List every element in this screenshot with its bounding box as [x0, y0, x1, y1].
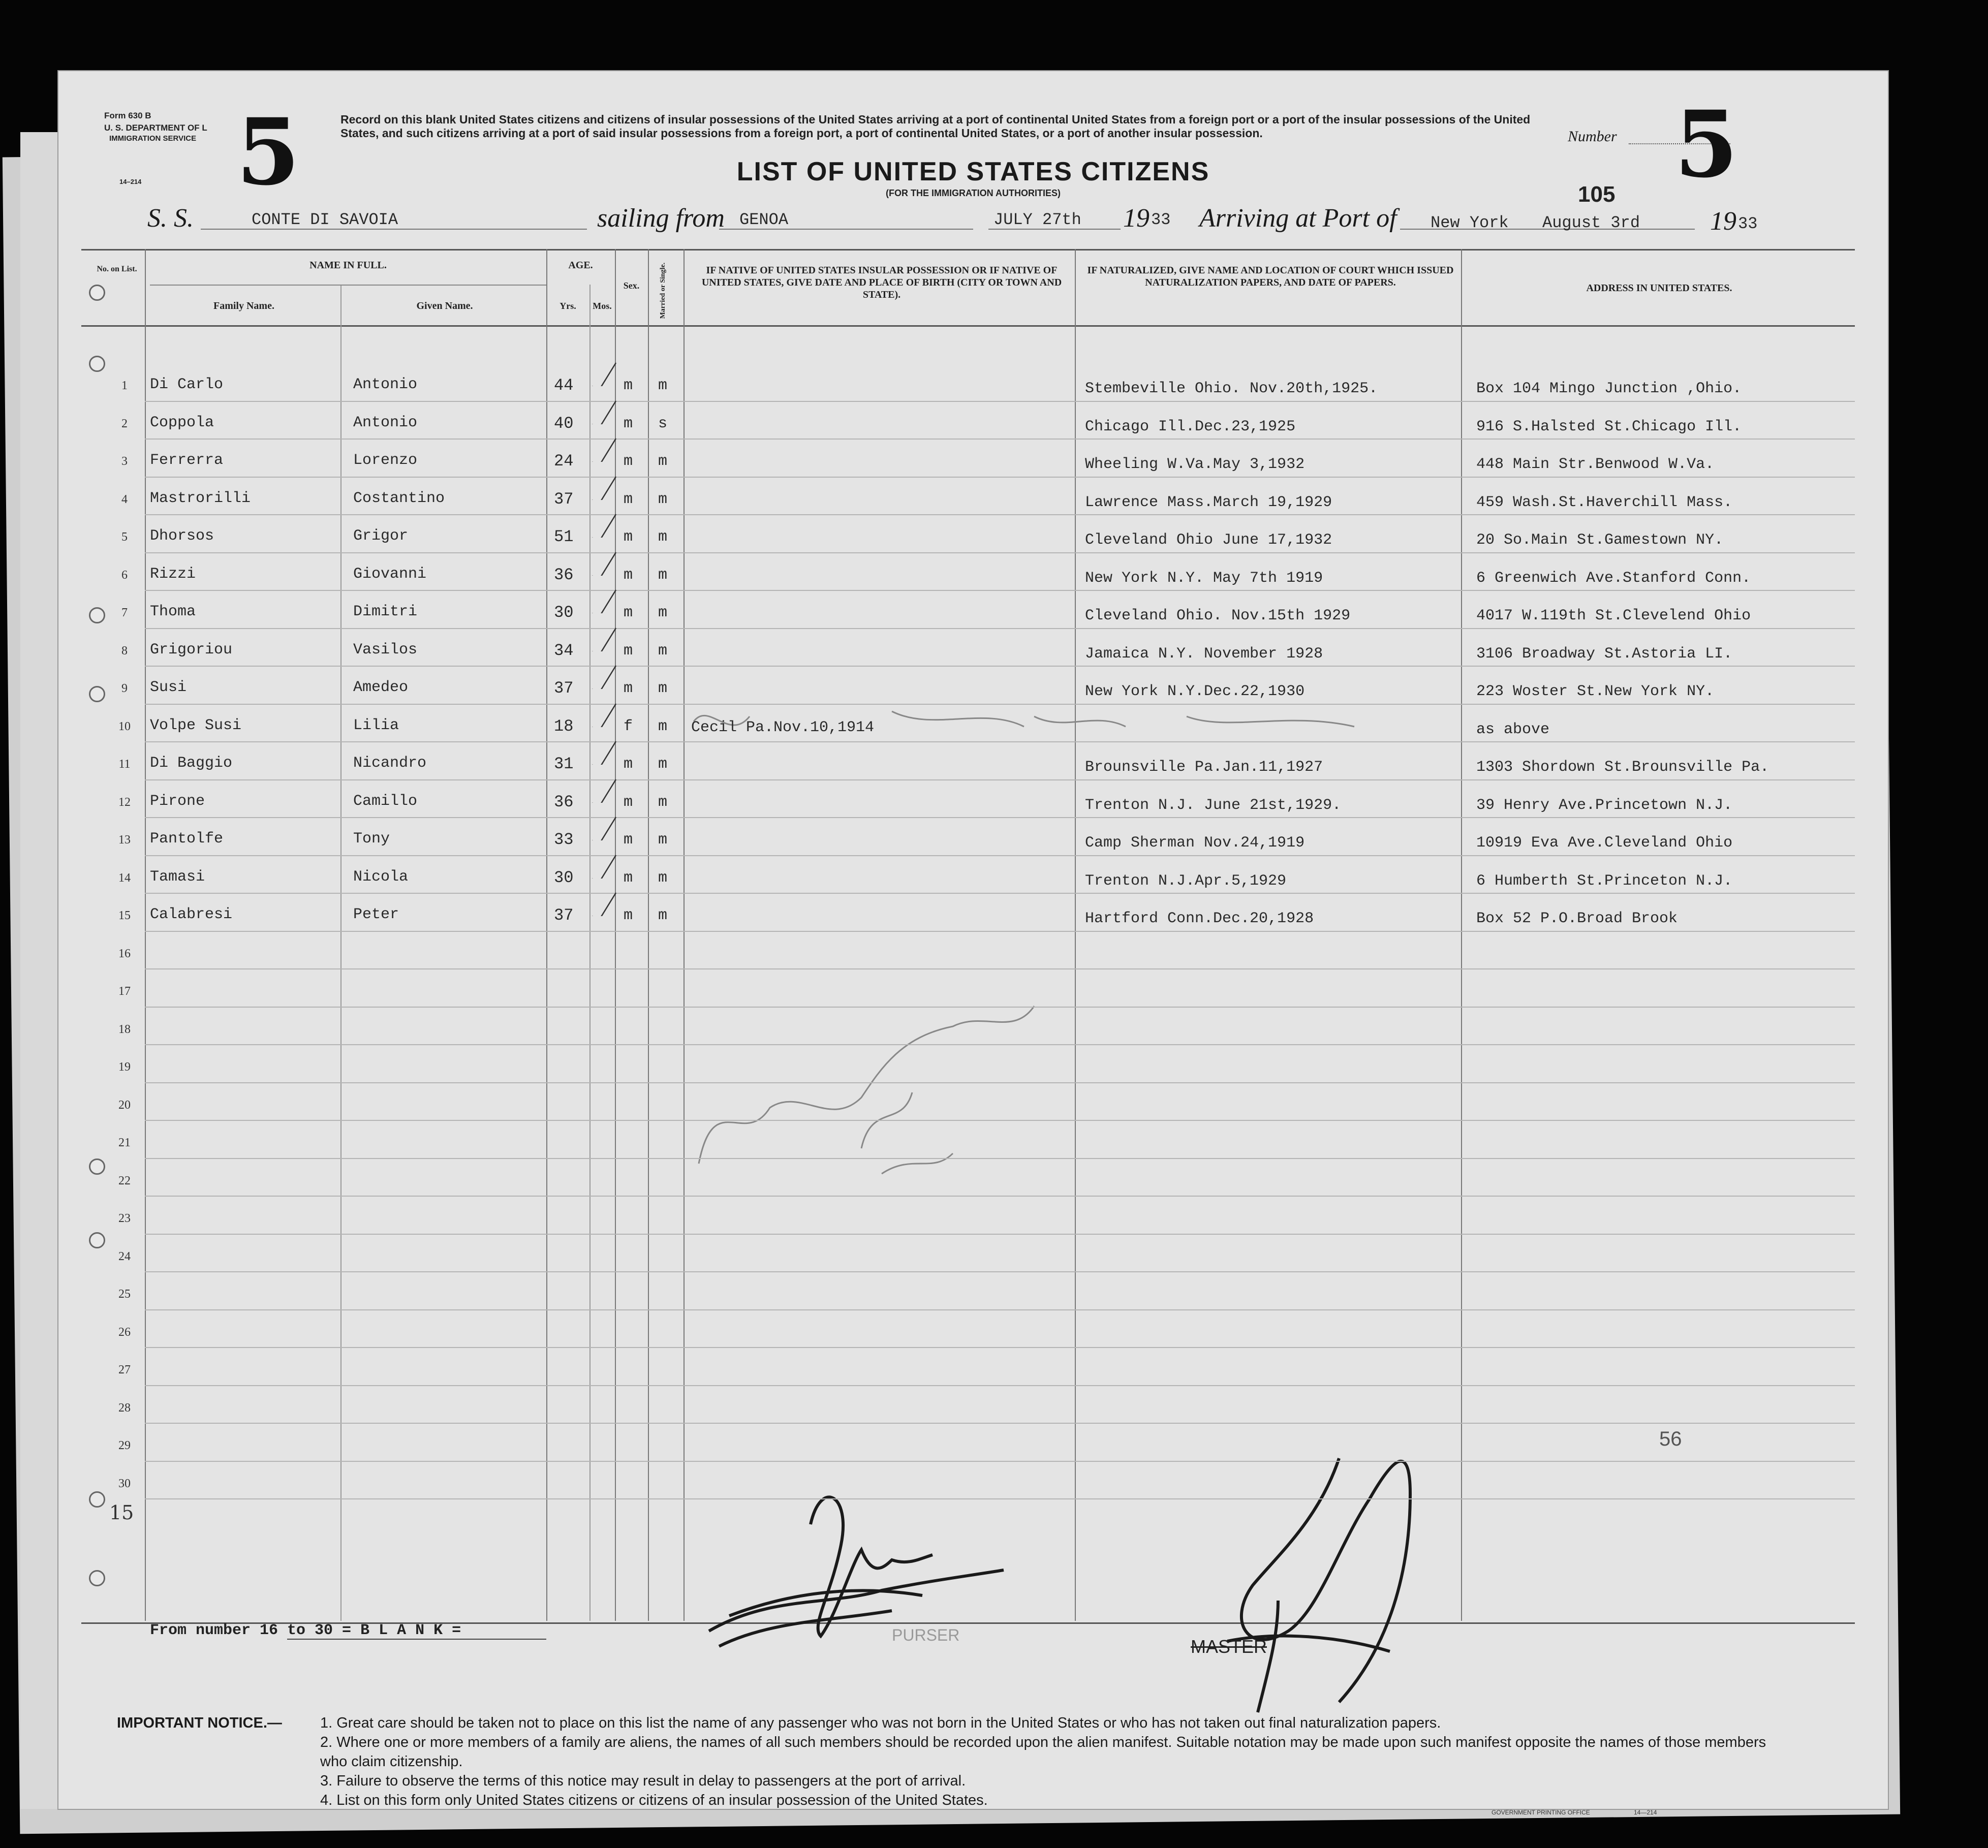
address: 39 Henry Ave.Princetown N.J. [1476, 796, 1733, 814]
row-number: 12 [118, 795, 131, 809]
naturalization-court: Trenton N.J.Apr.5,1929 [1085, 872, 1287, 890]
row-rule [145, 477, 1855, 478]
age-years: 40 [554, 414, 574, 433]
marital-status: m [658, 831, 668, 849]
col-line [546, 249, 547, 1621]
row-number: 14 [118, 871, 131, 885]
age-years: 36 [554, 565, 574, 584]
row-number: 6 [121, 568, 128, 582]
row-number: 27 [118, 1363, 131, 1376]
binder-hole [89, 1232, 105, 1248]
address: 10919 Eva Ave.Cleveland Ohio [1476, 834, 1733, 852]
family-name: Grigoriou [150, 641, 233, 659]
family-name: Ferrerra [150, 452, 224, 469]
age-years: 36 [554, 792, 574, 811]
naturalization-court: Trenton N.J. June 21st,1929. [1085, 796, 1342, 814]
row-rule [145, 514, 1855, 515]
row-number: 2 [121, 417, 128, 430]
marital-status: m [658, 566, 668, 584]
row-number: 10 [118, 719, 131, 733]
row-rule [145, 855, 1855, 856]
row-number: 18 [118, 1022, 131, 1036]
verification-check-icon [589, 550, 618, 576]
list-number-right: 5 [1674, 91, 1738, 198]
family-name: Tamasi [150, 868, 205, 886]
row-rule [145, 1385, 1855, 1386]
master-signature [1126, 1418, 1481, 1733]
marital-status: m [658, 377, 668, 394]
row-number: 22 [118, 1174, 131, 1187]
row-rule [145, 931, 1855, 932]
age-years: 33 [554, 830, 574, 849]
age-years: 34 [554, 641, 574, 660]
col-header-age: AGE. [568, 260, 593, 271]
arriving-label: Arriving at Port of [1199, 204, 1397, 233]
col-header-given: Given Name. [416, 300, 473, 311]
birth-place-date: Cecil Pa.Nov.10,1914 [691, 718, 875, 736]
sex: m [624, 793, 633, 811]
handwritten-scrawl [668, 935, 1075, 1189]
age-years: 44 [554, 376, 574, 395]
row-number: 1 [121, 379, 128, 392]
naturalization-court: Cleveland Ohio. Nov.15th 1929 [1085, 607, 1351, 624]
verification-check-icon [589, 664, 618, 689]
row-rule [145, 1158, 1855, 1159]
binder-hole [89, 1570, 105, 1586]
marital-status: m [658, 869, 668, 887]
row-number: 23 [118, 1212, 131, 1225]
row-number: 5 [121, 530, 128, 544]
purser-label: PURSER [892, 1626, 960, 1644]
sex: m [624, 377, 633, 394]
address: 448 Main Str.Benwood W.Va. [1476, 456, 1715, 473]
col-line [340, 285, 341, 1621]
total-count: 15 [109, 1501, 134, 1524]
address: 916 S.Halsted St.Chicago Ill. [1476, 418, 1742, 435]
col-header-naturalized: IF NATURALIZED, GIVE NAME AND LOCATION OF COURT WHICH ISSUED NATURALIZATION PAPERS, AND DATE OF PAPERS. [1087, 265, 1454, 288]
sex: m [624, 907, 633, 924]
marital-status: m [658, 642, 668, 660]
sex: m [624, 831, 633, 849]
family-name: Susi [150, 679, 187, 696]
row-rule [145, 893, 1855, 894]
row-rule [145, 1271, 1855, 1272]
marital-status: m [658, 528, 668, 546]
naturalization-court: Lawrence Mass.March 19,1929 [1085, 493, 1332, 511]
col-header-family: Family Name. [213, 300, 274, 311]
row-rule [145, 1347, 1855, 1348]
age-years: 51 [554, 527, 574, 546]
age-years: 30 [554, 868, 574, 887]
binder-hole [89, 1491, 105, 1508]
marital-status: m [658, 604, 668, 621]
marital-status: s [658, 415, 668, 432]
row-number: 8 [121, 644, 128, 657]
page-subtitle: (FOR THE IMMIGRATION AUTHORITIES) [886, 188, 1061, 198]
row-rule [145, 1498, 1855, 1499]
year-prefix-from: 19 [1123, 204, 1150, 233]
row-rule [145, 590, 1855, 591]
marital-status: m [658, 793, 668, 811]
row-rule [145, 704, 1855, 705]
verification-check-icon [589, 399, 618, 424]
address: as above [1476, 721, 1550, 738]
manifest-page [58, 71, 1888, 1816]
col-header-address: ADDRESS IN UNITED STATES. [1586, 283, 1732, 294]
row-number: 24 [118, 1249, 131, 1263]
page-stamp: 105 [1578, 182, 1616, 207]
family-name: Thoma [150, 603, 196, 620]
sex: m [624, 490, 633, 508]
row-rule [145, 552, 1855, 553]
row-number: 13 [118, 833, 131, 847]
row-rule [145, 1234, 1855, 1235]
row-rule [145, 666, 1855, 667]
form-number: Form 630 B [104, 111, 151, 120]
marital-status: m [658, 680, 668, 697]
family-name: Coppola [150, 414, 214, 431]
family-name: Volpe Susi [150, 716, 242, 734]
given-name: Antonio [353, 414, 418, 431]
sex: m [624, 604, 633, 621]
row-number: 25 [118, 1288, 131, 1301]
naturalization-court: Wheeling W.Va.May 3,1932 [1085, 456, 1305, 473]
printer-label: GOVERNMENT PRINTING OFFICE [1492, 1809, 1590, 1816]
row-rule [145, 628, 1855, 629]
row-rule [145, 1120, 1855, 1121]
binder-hole [89, 686, 105, 702]
col-line [1461, 249, 1462, 1621]
age-years: 30 [554, 603, 574, 622]
row-number: 3 [121, 455, 128, 468]
col-header-yrs: Yrs. [560, 301, 576, 311]
row-rule [145, 817, 1855, 818]
naturalization-court: Jamaica N.Y. November 1928 [1085, 645, 1323, 663]
sex: m [624, 415, 633, 432]
row-rule [145, 968, 1855, 969]
name-subdivider [150, 285, 546, 286]
page-count: 56 [1659, 1428, 1682, 1450]
row-number: 20 [118, 1098, 131, 1112]
verification-check-icon [589, 361, 618, 386]
row-number: 15 [118, 909, 131, 922]
family-name: Di Carlo [150, 376, 224, 393]
row-rule [145, 1044, 1855, 1045]
col-header-name: NAME IN FULL. [309, 260, 387, 271]
address: 20 So.Main St.Gamestown NY. [1476, 531, 1724, 549]
given-name: Camillo [353, 792, 418, 810]
col-header-married: Married or Single. [659, 262, 667, 319]
ship-name: CONTE DI SAVOIA [252, 210, 398, 229]
address: 3106 Broadway St.Astoria LI. [1476, 645, 1733, 663]
row-number: 11 [118, 758, 131, 771]
given-name: Tony [353, 830, 390, 848]
row-number: 9 [121, 682, 128, 695]
verification-check-icon [589, 739, 618, 765]
row-number: 26 [118, 1325, 131, 1339]
address: 6 Humberth St.Princeton N.J. [1476, 872, 1733, 890]
col-line [1075, 249, 1076, 1621]
given-name: Nicola [353, 868, 409, 886]
naturalization-court: New York N.Y.Dec.22,1930 [1085, 683, 1305, 700]
row-rule [145, 741, 1855, 742]
row-number: 29 [118, 1439, 131, 1452]
year-prefix-to: 19 [1710, 207, 1736, 236]
naturalization-court: Camp Sherman Nov.24,1919 [1085, 834, 1305, 852]
sex: m [624, 528, 633, 546]
given-name: Grigor [353, 527, 409, 545]
given-name: Dimitri [353, 603, 418, 620]
address: 223 Woster St.New York NY. [1476, 683, 1715, 700]
sex: m [624, 756, 633, 773]
sailing-label: sailing from [597, 204, 725, 233]
row-number: 28 [118, 1401, 131, 1415]
row-rule [145, 1461, 1855, 1462]
sex: m [624, 453, 633, 470]
service: IMMIGRATION SERVICE [109, 134, 197, 143]
printer-code: 14—214 [1634, 1809, 1657, 1816]
header-divider [81, 325, 1855, 327]
naturalization-court: New York N.Y. May 7th 1919 [1085, 569, 1323, 587]
notice-item-1: 1. Great care should be taken not to place on this list the name of any passenger who was not born in the United States or who has not taken out final naturalization papers. [320, 1715, 1441, 1731]
given-name: Costantino [353, 489, 445, 507]
given-name: Nicandro [353, 755, 427, 772]
notice-item-2: 2. Where one or more members of a family are aliens, the names of all such members should be recorded upon the alien manifest. Suitable notation may be made upon such manifest opposite the names of those members who claim citizenship. [320, 1734, 1766, 1770]
given-name: Peter [353, 906, 399, 923]
marital-status: m [658, 907, 668, 924]
sex: m [624, 680, 633, 697]
given-name: Amedeo [353, 679, 409, 696]
row-rule [145, 1082, 1855, 1083]
row-number: 21 [118, 1136, 131, 1149]
age-years: 37 [554, 679, 574, 698]
port-to: New York [1431, 213, 1509, 232]
binder-hole [89, 1158, 105, 1175]
verification-check-icon [589, 815, 618, 840]
age-years: 18 [554, 716, 574, 736]
row-number: 16 [118, 947, 131, 960]
address: Box 104 Mingo Junction ,Ohio. [1476, 380, 1742, 397]
page-title: LIST OF UNITED STATES CITIZENS [736, 157, 1210, 186]
notice-item-4: 4. List on this form only United States citizens or citizens of an insular possession of the United States. [320, 1792, 988, 1808]
marital-status: m [658, 490, 668, 508]
row-number: 19 [118, 1060, 131, 1074]
department: U. S. DEPARTMENT OF L [104, 123, 207, 133]
family-name: Calabresi [150, 906, 233, 923]
binder-hole [89, 285, 105, 301]
age-years: 37 [554, 489, 574, 509]
age-years: 37 [554, 906, 574, 925]
row-rule [145, 401, 1855, 402]
col-line [145, 249, 146, 1621]
address: 4017 W.119th St.Clevelend Ohio [1476, 607, 1751, 624]
address: Box 52 P.O.Broad Brook [1476, 910, 1678, 927]
address: 1303 Shordown St.Brounsville Pa. [1476, 759, 1769, 776]
row-number: 30 [118, 1477, 131, 1490]
col-header-native: IF NATIVE OF UNITED STATES INSULAR POSSESSION OR IF NATIVE OF UNITED STATES, GIVE DATE AND PLACE OF BIRTH (CITY OR TOWN AND STATE). [701, 265, 1062, 300]
verification-check-icon [589, 891, 618, 916]
verification-check-icon [589, 853, 618, 879]
family-name: Rizzi [150, 565, 196, 583]
instruction-text: Record on this blank United States citizens and citizens of insular possessions of the United States arriving at a port of continental United States from a foreign port or a port of the insular possessions of the United States, and such citizens arriving at a port of said insular possessions from a foreign port, a port of continental United States, or a port of another insular possession. [340, 113, 1531, 140]
naturalization-court: Brounsville Pa.Jan.11,1927 [1085, 759, 1323, 776]
sex: m [624, 869, 633, 887]
list-number-left: 5 [236, 99, 300, 206]
col-header-sex: Sex. [623, 280, 640, 291]
family-name: Pirone [150, 792, 205, 810]
row-number: 7 [121, 606, 128, 619]
year-from: 33 [1151, 210, 1171, 229]
row-number: 4 [121, 492, 128, 506]
notice-item-3: 3. Failure to observe the terms of this notice may result in delay to passengers at the port of arrival. [320, 1773, 966, 1789]
row-rule [145, 1007, 1855, 1008]
given-name: Antonio [353, 376, 418, 393]
form-code: 14–214 [119, 178, 142, 185]
ss-label: S. S. [147, 204, 194, 233]
row-rule [145, 1309, 1855, 1310]
binder-hole [89, 356, 105, 372]
row-rule [145, 1423, 1855, 1424]
col-header-mos: Mos. [593, 301, 612, 311]
family-name: Mastrorilli [150, 489, 251, 507]
family-name: Pantolfe [150, 830, 224, 848]
verification-check-icon [589, 512, 618, 538]
naturalization-court: Stembeville Ohio. Nov.20th,1925. [1085, 380, 1378, 397]
verification-check-icon [589, 777, 618, 803]
purser-signature [668, 1463, 1075, 1667]
family-name: Dhorsos [150, 527, 214, 545]
verification-check-icon [589, 436, 618, 462]
port-from: GENOA [739, 210, 789, 229]
naturalization-court: Chicago Ill.Dec.23,1925 [1085, 418, 1296, 435]
number-label: Number [1568, 128, 1617, 145]
sex: f [624, 717, 633, 735]
verification-check-icon [589, 702, 618, 727]
marital-status: m [658, 756, 668, 773]
marital-status: m [658, 453, 668, 470]
verification-check-icon [589, 475, 618, 500]
date-to: August 3rd [1542, 213, 1640, 232]
col-line [648, 249, 649, 1621]
notice-label: IMPORTANT NOTICE.— [117, 1715, 282, 1731]
year-to: 33 [1738, 214, 1758, 233]
date-from: JULY 27th [993, 210, 1081, 229]
given-name: Giovanni [353, 565, 427, 583]
given-name: Lilia [353, 716, 399, 734]
master-label: MASTER [1191, 1636, 1267, 1657]
row-number: 17 [118, 985, 131, 998]
verification-check-icon [589, 626, 618, 651]
blank-note: From number 16 to 30 = B L A N K = [150, 1622, 461, 1639]
age-years: 31 [554, 755, 574, 773]
sex: m [624, 566, 633, 584]
row-rule [145, 1196, 1855, 1197]
given-name: Lorenzo [353, 452, 418, 469]
naturalization-court: Cleveland Ohio June 17,1932 [1085, 531, 1332, 549]
blank-note-underline [287, 1639, 546, 1640]
verification-check-icon [589, 588, 618, 613]
col-header-no: No. on List. [97, 265, 137, 273]
family-name: Di Baggio [150, 755, 233, 772]
address: 6 Greenwich Ave.Stanford Conn. [1476, 569, 1751, 587]
row-rule [145, 438, 1855, 440]
row-rule [145, 779, 1855, 780]
age-years: 24 [554, 452, 574, 471]
sex: m [624, 642, 633, 660]
marital-status: m [658, 717, 668, 735]
naturalization-court: Hartford Conn.Dec.20,1928 [1085, 910, 1314, 927]
given-name: Vasilos [353, 641, 418, 659]
address: 459 Wash.St.Haverchill Mass. [1476, 493, 1733, 511]
binder-hole [89, 607, 105, 623]
